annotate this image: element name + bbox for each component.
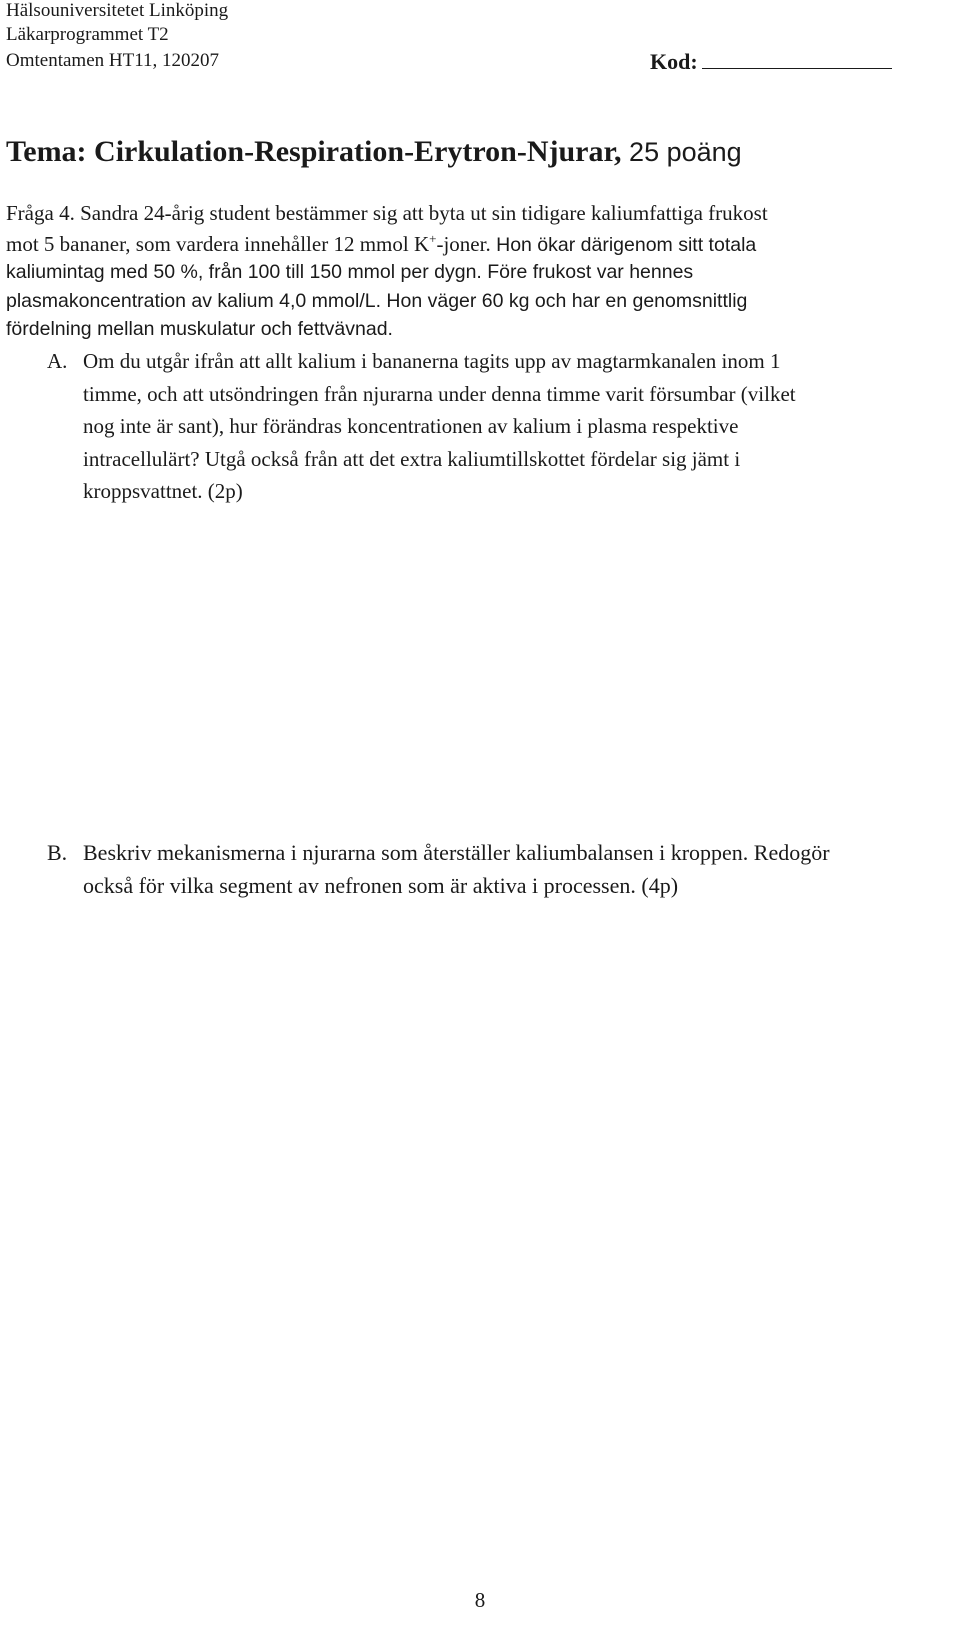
intro-line-5: fördelning mellan muskulatur och fettvävnad. — [6, 318, 393, 340]
code-blank-line — [702, 50, 892, 69]
question-a-line: kroppsvattnet. (2p) — [83, 479, 243, 503]
page-title — [6, 135, 742, 169]
intro-line-2 — [6, 231, 756, 258]
intro-line-2-text: mot 5 bananer, som vardera innehåller 12 mmol K — [6, 232, 430, 256]
header-program: Läkarprogrammet T2 — [6, 24, 169, 45]
question-a-line: Om du utgår ifrån att allt kalium i bananerna tagits upp av magtarmkanalen inom 1 — [83, 349, 781, 373]
page-number: 8 — [474, 1588, 486, 1612]
question-a-letter: A. — [47, 349, 68, 373]
title-points: 25 poäng — [629, 137, 742, 167]
header-institution: Hälsouniversitetet Linköping — [6, 0, 229, 21]
question-b-line: också för vilka segment av nefronen som är aktiva i processen. (4p) — [83, 873, 679, 898]
intro-line-2-rest: Hon ökar därigenom sitt totala — [490, 234, 757, 256]
intro-line-3: kaliumintag med 50 %, från 100 till 150 mmol per dygn. Före frukost var hennes — [6, 261, 694, 283]
question-b-line: Beskriv mekanismerna i njurarna som återställer kaliumbalansen i kroppen. Redogör — [83, 840, 830, 865]
question-a-line: timme, och att utsöndringen från njurarna under denna timme varit försumbar (vilket — [83, 382, 796, 406]
header-exam: Omtentamen HT11, 120207 — [6, 50, 220, 71]
intro-line-1: Fråga 4. Sandra 24-årig student bestämmer sig att byta ut sin tidigare kaliumfattiga frukost — [6, 201, 768, 225]
intro-line-4: plasmakoncentration av kalium 4,0 mmol/L. Hon väger 60 kg och har en genomsnittlig — [6, 290, 748, 312]
superscript-plus: + — [429, 231, 437, 246]
code-field — [650, 49, 892, 75]
question-a-line: intracellulärt? Utgå också från att det extra kaliumtillskottet fördelar sig jämt i — [83, 447, 741, 471]
question-b-letter: B. — [47, 840, 68, 865]
question-a-line: nog inte är sant), hur förändras koncentrationen av kalium i plasma respektive — [83, 414, 739, 438]
title-main: Tema: Cirkulation-Respiration-Erytron-Njurar, — [6, 135, 622, 168]
intro-line-2-ion: -joner. — [436, 232, 491, 256]
code-label: Kod: — [650, 49, 698, 74]
